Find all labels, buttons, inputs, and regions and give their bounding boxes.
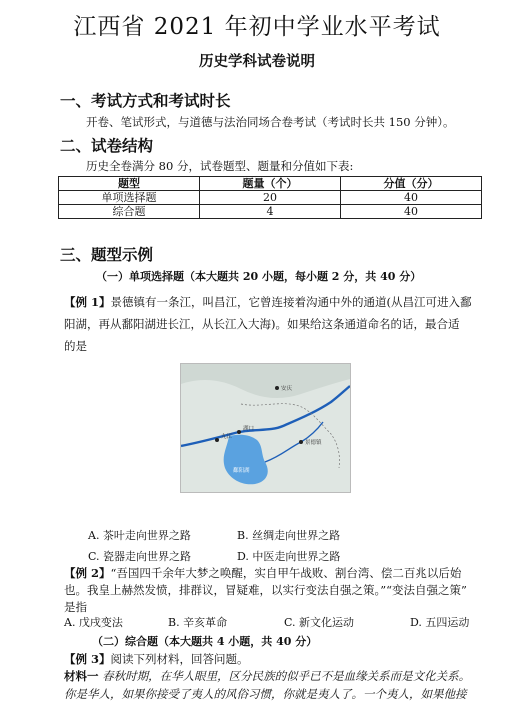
table-header-cell: 题型 xyxy=(59,177,200,191)
example-1-option-b: B. 丝绸走向世界之路 xyxy=(237,529,341,542)
map-label-anqing: 安庆 xyxy=(281,386,293,392)
section-2-intro: 历史全卷满分 80 分，试卷题型、题量和分值如下表: xyxy=(86,159,354,173)
part-2-heading: （二）综合题（本大题共 4 小题，共 40 分） xyxy=(92,635,318,648)
material-1-line-2: 你是华人，如果你接受了夷人的风俗习惯，你就是夷人了。一个夷人，如果他接 xyxy=(64,687,467,701)
table-cell: 综合题 xyxy=(59,205,200,219)
example-2-tag: 【例 2】 xyxy=(64,566,111,580)
example-2-option-d: D. 五四运动 xyxy=(410,616,470,629)
table-row xyxy=(59,191,482,205)
table-header-cell: 题量（个） xyxy=(200,177,341,191)
page-subtitle: 历史学科试卷说明 xyxy=(199,53,315,70)
example-1-line-3: 的是 xyxy=(64,339,87,353)
page-title: 江西省 2021 年初中学业水平考试 xyxy=(73,14,441,40)
map-label-hukou: 湖口 xyxy=(243,426,255,432)
section-1-text: 开卷、笔试形式，与道德与法治同场合卷考试（考试时长共 150 分钟）。 xyxy=(86,115,455,129)
example-1-option-c: C. 瓷器走向世界之路 xyxy=(88,550,192,563)
example-1-line-2: 阳湖，再从鄱阳湖进长江，从长江入大海)。如果给这条通道命名的话，最合适 xyxy=(64,317,460,331)
table-cell: 40 xyxy=(341,205,482,219)
table-header-cell: 分值（分） xyxy=(341,177,482,191)
table-cell: 20 xyxy=(200,191,341,205)
anqing-marker xyxy=(275,386,279,390)
map-figure xyxy=(181,364,350,492)
example-2-option-b: B. 辛亥革命 xyxy=(168,616,228,629)
example-1-option-a: A. 茶叶走向世界之路 xyxy=(88,529,191,542)
jingdezhen-marker xyxy=(299,440,303,444)
table-cell: 单项选择题 xyxy=(59,191,200,205)
jiujiang-marker xyxy=(215,438,219,442)
table-header-row xyxy=(59,177,482,191)
poyang-lake-map xyxy=(180,363,351,493)
example-2-line-3: 是指 xyxy=(64,600,87,614)
map-label-jiujiang: 九江 xyxy=(221,434,233,440)
table-cell: 40 xyxy=(341,191,482,205)
example-1-text: 景德镇有一条江，叫昌江，它曾连接着沟通中外的通道(从昌江可进入鄱 xyxy=(110,295,472,309)
table-cell: 4 xyxy=(200,205,341,219)
example-2-option-a: A. 戊戌变法 xyxy=(64,616,123,629)
section-1-heading: 一、考试方式和考试时长 xyxy=(60,91,231,110)
example-2-option-c: C. 新文化运动 xyxy=(284,616,355,629)
table-row xyxy=(59,205,482,219)
part-1-heading: （一）单项选择题（本大题共 20 小题，每小题 2 分，共 40 分） xyxy=(96,270,422,283)
example-3-text: 阅读下列材料，回答问题。 xyxy=(110,652,249,666)
material-1-text: 春秋时期，在华人眼里，区分民族的似乎已不是血缘关系而是文化关系。 xyxy=(102,669,471,683)
hukou-marker xyxy=(237,430,241,434)
exam-structure-table xyxy=(58,176,482,219)
example-1-option-d: D. 中医走向世界之路 xyxy=(237,550,341,563)
map-label-poyang: 鄱阳湖 xyxy=(233,468,250,474)
example-1-line-1 xyxy=(64,292,472,313)
section-2-heading: 二、试卷结构 xyxy=(60,136,154,155)
example-2-text: “吾国四千余年大梦之唤醒，实自甲午战败、割台湾、偿二百兆以后始 xyxy=(110,566,462,580)
map-label-jingdezhen: 景德镇 xyxy=(305,440,322,446)
example-1-tag: 【例 1】 xyxy=(64,295,111,309)
section-3-heading: 三、题型示例 xyxy=(60,245,154,264)
example-2-line-2: 也。我皇上赫然发愤，排群议，冒疑难，以实行变法自强之策。”“变法自强之策” xyxy=(64,583,467,597)
material-1-label: 材料一 xyxy=(64,669,99,683)
example-3-tag: 【例 3】 xyxy=(64,652,111,666)
